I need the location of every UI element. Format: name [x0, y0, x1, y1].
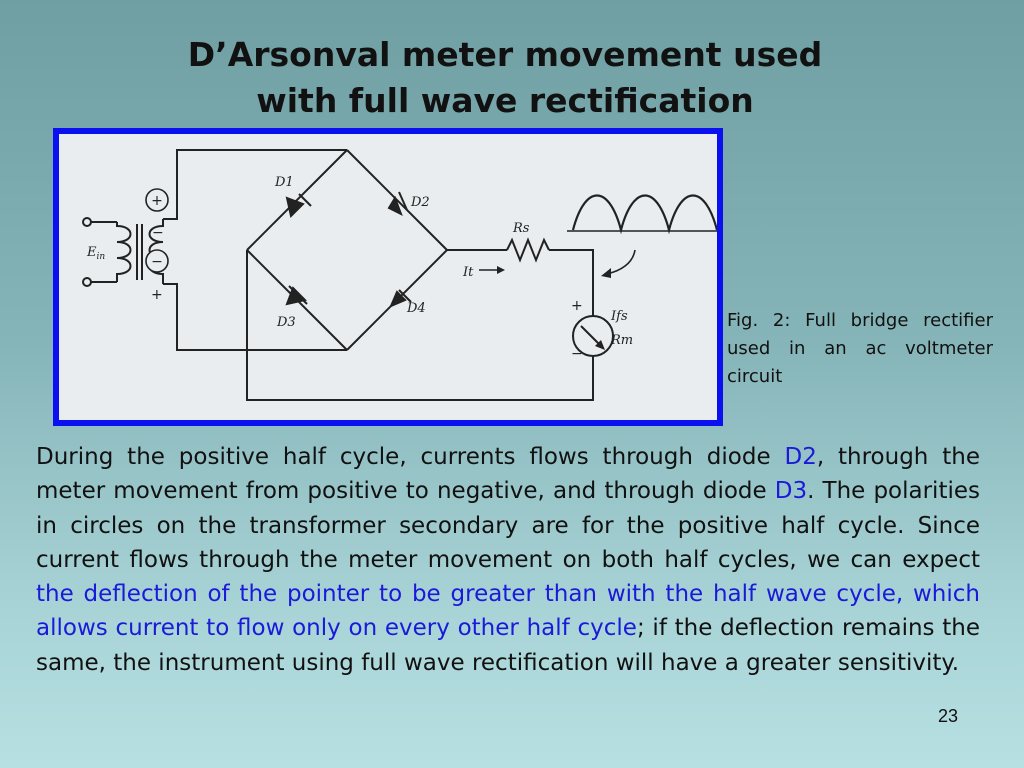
- waveform-arrow: [607, 250, 635, 274]
- slide-title-line-2: with full wave rectification: [256, 81, 754, 120]
- label-rm: Rm: [611, 333, 634, 348]
- svg-text:−: −: [151, 254, 163, 270]
- label-ifs: Ifs: [611, 309, 628, 324]
- body-paragraph: [36, 440, 980, 680]
- diode-d3: [287, 288, 305, 304]
- slide-title-line-1: D’Arsonval meter movement used: [187, 35, 823, 74]
- polarity-circles: [146, 189, 168, 303]
- input-terminal-bottom: [83, 278, 91, 286]
- meter-plus: +: [571, 298, 583, 314]
- label-d3: D3: [277, 315, 296, 330]
- body-text-3: . The polarities in circles on the transformer secondary are for the positive half cycle. Since current flows through the meter movement on both half cycles, we can expect: [36, 478, 980, 573]
- label-it: It: [463, 265, 474, 280]
- label-d4: D4: [407, 301, 426, 316]
- body-text-2: , through the meter movement from positive to negative, and through diode: [36, 444, 980, 505]
- slide-title: [0, 32, 1010, 124]
- rectified-waveform: [573, 196, 717, 231]
- label-d2: D2: [411, 195, 430, 210]
- body-diode-d2: D2: [784, 444, 817, 470]
- diode-d2: [389, 198, 401, 214]
- svg-text:−: −: [152, 225, 164, 241]
- label-d1: D1: [275, 175, 294, 190]
- page-number: 23: [938, 706, 959, 726]
- svg-text:+: +: [151, 287, 163, 303]
- input-terminal-top: [83, 218, 91, 226]
- label-ein: $E_{in}$: [87, 245, 106, 262]
- svg-text:+: +: [151, 193, 163, 209]
- diode-d1: [287, 198, 303, 216]
- body-text-4: ; if the deflection remains the same, the instrument using full wave rectification will have a greater sensitivity.: [36, 615, 980, 676]
- label-rs: Rs: [513, 221, 530, 236]
- bridge-rectifier-diagram: [59, 134, 717, 420]
- body-diode-d3: D3: [774, 478, 808, 505]
- diodes: [287, 192, 411, 306]
- circuit-wires: [87, 150, 593, 400]
- circuit-figure: [53, 128, 723, 426]
- figure-caption: Fig. 2: Full bridge rectifier used in an ac voltmeter circuit: [727, 310, 993, 387]
- body-text-1: During the positive half cycle, currents flows through diode: [36, 444, 785, 470]
- arrow-head: [601, 268, 611, 278]
- body-highlight: the deflection of the pointer to be greater than with the half wave cycle, which allows current to flow only on every other half cycle: [36, 581, 980, 642]
- meter-minus: −: [571, 346, 583, 362]
